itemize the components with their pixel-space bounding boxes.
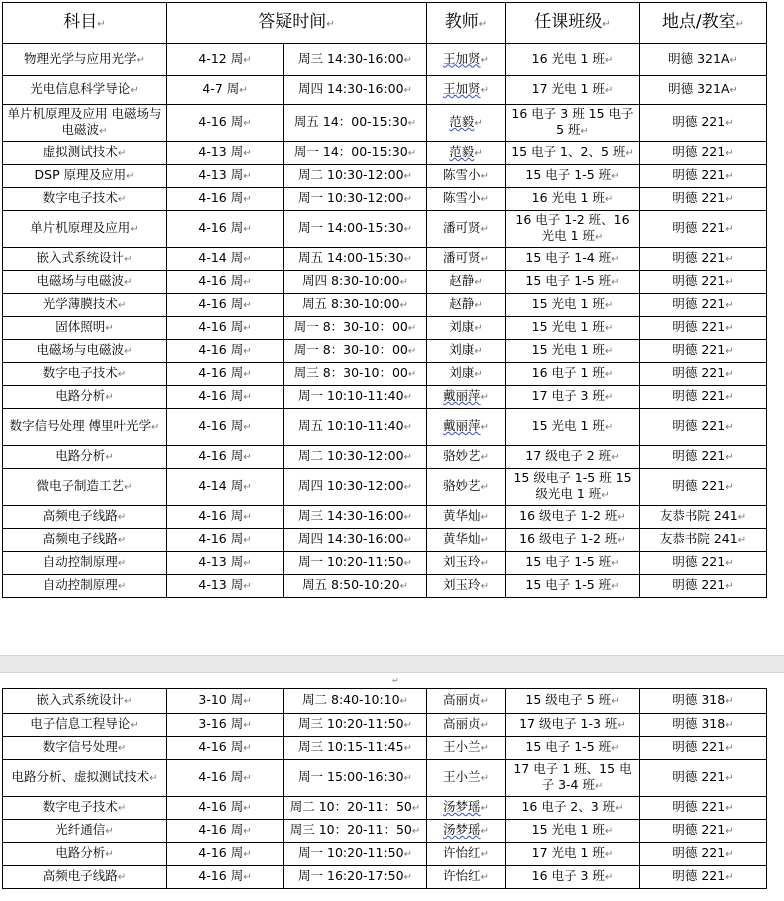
table-row (3, 340, 767, 363)
cell-teacher: 陈雪小↵ (427, 165, 506, 188)
table-row (3, 714, 767, 737)
cell-time: 周一 8：30-10：00↵ (284, 317, 427, 340)
cell-time: 周四 8:30-10:00↵ (284, 271, 427, 294)
schedule-table-page-2 (2, 688, 767, 889)
table-row (3, 211, 767, 248)
table-row (3, 142, 767, 165)
cell-time: 周五 14:00-15:30↵ (284, 248, 427, 271)
cell-class: 16 电子 3 班 15 电子 5 班↵ (506, 105, 640, 142)
cell-weeks: 4-16 周↵ (167, 363, 284, 386)
cell-class: 17 电子 3 班↵ (506, 386, 640, 409)
cell-class: 15 光电 1 班↵ (506, 294, 640, 317)
cell-time: 周五 8:50-10:20↵ (284, 575, 427, 598)
cell-teacher: 赵静↵ (427, 294, 506, 317)
cell-place: 明德 318↵ (640, 689, 767, 714)
table-row (3, 105, 767, 142)
cell-class: 16 级电子 1-2 班↵ (506, 506, 640, 529)
cell-teacher: 刘康↵ (427, 340, 506, 363)
cell-place: 明德 221↵ (640, 575, 767, 598)
table-row (3, 248, 767, 271)
cell-class: 15 电子 1-5 班↵ (506, 575, 640, 598)
cell-place: 明德 221↵ (640, 866, 767, 889)
cell-subject: 电子信息工程导论↵ (3, 714, 167, 737)
cell-subject: 电路分析、虚拟测试技术↵ (3, 760, 167, 797)
cell-place: 明德 221↵ (640, 760, 767, 797)
cell-weeks: 4-16 周↵ (167, 797, 284, 820)
cell-weeks: 4-16 周↵ (167, 211, 284, 248)
cell-class: 17 光电 1 班↵ (506, 76, 640, 105)
cell-time: 周三 14:30-16:00↵ (284, 44, 427, 76)
cell-weeks: 4-16 周↵ (167, 271, 284, 294)
table-row (3, 44, 767, 76)
cell-place: 明德 221↵ (640, 797, 767, 820)
cell-place: 友恭书院 241↵ (640, 529, 767, 552)
cell-class: 15 光电 1 班↵ (506, 409, 640, 446)
cell-teacher: 潘可贤↵ (427, 248, 506, 271)
cell-weeks: 4-16 周↵ (167, 529, 284, 552)
cell-time: 周五 8:30-10:00↵ (284, 294, 427, 317)
cell-teacher: 王加贤↵ (427, 44, 506, 76)
table-body-2 (3, 689, 767, 889)
cell-weeks: 4-13 周↵ (167, 552, 284, 575)
cell-time: 周一 10:20-11:50↵ (284, 843, 427, 866)
cell-teacher: 高丽贞↵ (427, 689, 506, 714)
table-row (3, 506, 767, 529)
cell-class: 15 电子 1、2、5 班↵ (506, 142, 640, 165)
cell-subject: 自动控制原理↵ (3, 575, 167, 598)
cell-class: 15 电子 1-5 班↵ (506, 552, 640, 575)
table-row (3, 294, 767, 317)
cell-time: 周一 16:20-17:50↵ (284, 866, 427, 889)
cell-class: 15 电子 1-5 班↵ (506, 165, 640, 188)
cell-time: 周一 10:10-11:40↵ (284, 386, 427, 409)
cell-class: 16 光电 1 班↵ (506, 44, 640, 76)
cell-place: 明德 221↵ (640, 188, 767, 211)
page-break-gap (0, 655, 784, 673)
table-row (3, 363, 767, 386)
cell-weeks: 4-7 周↵ (167, 76, 284, 105)
cell-weeks: 4-16 周↵ (167, 506, 284, 529)
cell-teacher: 范毅↵ (427, 105, 506, 142)
table-row (3, 76, 767, 105)
cell-place: 明德 221↵ (640, 271, 767, 294)
cell-subject: 单片机原理及应用↵ (3, 211, 167, 248)
cell-subject: 光学薄膜技术↵ (3, 294, 167, 317)
table-row (3, 529, 767, 552)
cell-class: 15 级电子 1-5 班 15 级光电 1 班↵ (506, 469, 640, 506)
cell-time: 周五 10:10-11:40↵ (284, 409, 427, 446)
table-row (3, 575, 767, 598)
cell-class: 15 电子 1-5 班↵ (506, 271, 640, 294)
cell-teacher: 赵静↵ (427, 271, 506, 294)
cell-time: 周二 10：20-11：50↵ (284, 797, 427, 820)
cell-weeks: 3-16 周↵ (167, 714, 284, 737)
cell-teacher: 戴丽萍↵ (427, 409, 506, 446)
table-row (3, 797, 767, 820)
table-row (3, 820, 767, 843)
cell-weeks: 4-16 周↵ (167, 340, 284, 363)
cell-teacher: 王小兰↵ (427, 760, 506, 797)
cell-teacher: 许怡红↵ (427, 843, 506, 866)
cell-subject: 高频电子线路↵ (3, 866, 167, 889)
table-row (3, 317, 767, 340)
cell-time: 周二 10:30-12:00↵ (284, 446, 427, 469)
cell-weeks: 4-16 周↵ (167, 446, 284, 469)
cell-subject: 物理光学与应用光学↵ (3, 44, 167, 76)
cell-teacher: 高丽贞↵ (427, 714, 506, 737)
cell-time: 周二 8:40-10:10↵ (284, 689, 427, 714)
cell-weeks: 4-14 周↵ (167, 248, 284, 271)
cell-weeks: 4-14 周↵ (167, 469, 284, 506)
cell-weeks: 4-16 周↵ (167, 737, 284, 760)
cell-subject: 数字电子技术↵ (3, 797, 167, 820)
header-row (3, 3, 767, 44)
cell-teacher: 黄华灿↵ (427, 506, 506, 529)
cell-teacher: 王小兰↵ (427, 737, 506, 760)
cell-teacher: 陈雪小↵ (427, 188, 506, 211)
cell-place: 明德 221↵ (640, 737, 767, 760)
cell-subject: 电磁场与电磁波↵ (3, 271, 167, 294)
cell-place: 明德 221↵ (640, 248, 767, 271)
table-row (3, 165, 767, 188)
cell-subject: 数字信号处理 傅里叶光学↵ (3, 409, 167, 446)
cell-weeks: 4-16 周↵ (167, 760, 284, 797)
table-row (3, 689, 767, 714)
cell-teacher: 许怡红↵ (427, 866, 506, 889)
header-class: 任课班级↵ (506, 3, 640, 44)
table-row (3, 469, 767, 506)
cell-teacher: 刘康↵ (427, 363, 506, 386)
cell-class: 15 光电 1 班↵ (506, 317, 640, 340)
cell-place: 明德 221↵ (640, 552, 767, 575)
cell-weeks: 4-13 周↵ (167, 142, 284, 165)
cell-subject: 自动控制原理↵ (3, 552, 167, 575)
cell-class: 17 级电子 1-3 班↵ (506, 714, 640, 737)
cell-weeks: 4-16 周↵ (167, 843, 284, 866)
cell-weeks: 4-16 周↵ (167, 188, 284, 211)
cell-class: 16 电子 1-2 班、16 光电 1 班↵ (506, 211, 640, 248)
cell-place: 明德 221↵ (640, 340, 767, 363)
cell-place: 明德 221↵ (640, 317, 767, 340)
cell-teacher: 戴丽萍↵ (427, 386, 506, 409)
cell-teacher: 刘玉玲↵ (427, 552, 506, 575)
cell-weeks: 3-10 周↵ (167, 689, 284, 714)
cell-time: 周三 10:20-11:50↵ (284, 714, 427, 737)
table-row (3, 843, 767, 866)
header-teacher: 教师↵ (427, 3, 506, 44)
cell-time: 周四 14:30-16:00↵ (284, 529, 427, 552)
cell-subject: 数字信号处理↵ (3, 737, 167, 760)
cell-subject: DSP 原理及应用↵ (3, 165, 167, 188)
cell-place: 明德 321A↵ (640, 76, 767, 105)
cell-place: 明德 221↵ (640, 211, 767, 248)
cell-subject: 数字电子技术↵ (3, 363, 167, 386)
table-row (3, 409, 767, 446)
cell-weeks: 4-13 周↵ (167, 165, 284, 188)
cell-class: 16 电子 3 班↵ (506, 866, 640, 889)
cell-time: 周三 14:30-16:00↵ (284, 506, 427, 529)
cell-class: 17 电子 1 班、15 电子 3-4 班↵ (506, 760, 640, 797)
table-row (3, 866, 767, 889)
cell-subject: 电磁场与电磁波↵ (3, 340, 167, 363)
cell-teacher: 王加贤↵ (427, 76, 506, 105)
cell-subject: 虚拟测试技术↵ (3, 142, 167, 165)
header-subject: 科目↵ (3, 3, 167, 44)
cell-teacher: 刘康↵ (427, 317, 506, 340)
cell-subject: 高频电子线路↵ (3, 529, 167, 552)
cell-place: 明德 318↵ (640, 714, 767, 737)
cell-time: 周三 8：30-10：00↵ (284, 363, 427, 386)
cell-subject: 嵌入式系统设计↵ (3, 689, 167, 714)
header-place: 地点/教室↵ (640, 3, 767, 44)
cell-class: 16 电子 1 班↵ (506, 363, 640, 386)
table-row (3, 552, 767, 575)
cell-time: 周三 10：20-11：50↵ (284, 820, 427, 843)
cell-time: 周三 10:15-11:45↵ (284, 737, 427, 760)
cell-subject: 电路分析↵ (3, 446, 167, 469)
cell-subject: 固体照明↵ (3, 317, 167, 340)
cell-subject: 电路分析↵ (3, 386, 167, 409)
table-row (3, 737, 767, 760)
cell-place: 明德 221↵ (640, 843, 767, 866)
cell-time: 周一 15:00-16:30↵ (284, 760, 427, 797)
cell-teacher: 刘玉玲↵ (427, 575, 506, 598)
cell-place: 明德 221↵ (640, 105, 767, 142)
cell-place: 明德 221↵ (640, 294, 767, 317)
cell-class: 16 光电 1 班↵ (506, 188, 640, 211)
cell-weeks: 4-16 周↵ (167, 105, 284, 142)
cell-class: 17 级电子 2 班↵ (506, 446, 640, 469)
cell-teacher: 黄华灿↵ (427, 529, 506, 552)
cell-time: 周一 14:00-15:30↵ (284, 211, 427, 248)
cell-place: 明德 221↵ (640, 820, 767, 843)
cell-class: 16 级电子 1-2 班↵ (506, 529, 640, 552)
cell-place: 明德 221↵ (640, 363, 767, 386)
table-row (3, 760, 767, 797)
cell-subject: 微电子制造工艺↵ (3, 469, 167, 506)
cell-time: 周二 10:30-12:00↵ (284, 165, 427, 188)
cell-subject: 高频电子线路↵ (3, 506, 167, 529)
cell-place: 明德 221↵ (640, 446, 767, 469)
cell-teacher: 汤梦瑶↵ (427, 820, 506, 843)
cell-class: 15 级电子 5 班↵ (506, 689, 640, 714)
cell-weeks: 4-12 周↵ (167, 44, 284, 76)
cell-teacher: 骆妙艺↵ (427, 446, 506, 469)
cell-subject: 单片机原理及应用 电磁场与电磁波↵ (3, 105, 167, 142)
cell-subject: 光电信息科学导论↵ (3, 76, 167, 105)
cell-subject: 嵌入式系统设计↵ (3, 248, 167, 271)
table-body-1 (3, 44, 767, 598)
cell-time: 周一 8：30-10：00↵ (284, 340, 427, 363)
cell-place: 明德 221↵ (640, 142, 767, 165)
table-row (3, 188, 767, 211)
cell-place: 明德 321A↵ (640, 44, 767, 76)
cell-subject: 数字电子技术↵ (3, 188, 167, 211)
cell-teacher: 范毅↵ (427, 142, 506, 165)
cell-weeks: 4-16 周↵ (167, 866, 284, 889)
cell-time: 周一 10:20-11:50↵ (284, 552, 427, 575)
cell-class: 15 光电 1 班↵ (506, 820, 640, 843)
table-row (3, 386, 767, 409)
cell-time: 周一 10:30-12:00↵ (284, 188, 427, 211)
cell-place: 明德 221↵ (640, 469, 767, 506)
cell-weeks: 4-16 周↵ (167, 409, 284, 446)
cell-time: 周五 14：00-15:30↵ (284, 105, 427, 142)
cell-class: 15 电子 1-5 班↵ (506, 737, 640, 760)
paragraph-mark: ↵ (392, 676, 399, 685)
cell-class: 16 电子 2、3 班↵ (506, 797, 640, 820)
cell-teacher: 汤梦瑶↵ (427, 797, 506, 820)
cell-time: 周四 10:30-12:00↵ (284, 469, 427, 506)
table-row (3, 271, 767, 294)
cell-subject: 电路分析↵ (3, 843, 167, 866)
cell-place: 明德 221↵ (640, 165, 767, 188)
table-row (3, 446, 767, 469)
cell-weeks: 4-16 周↵ (167, 317, 284, 340)
cell-teacher: 骆妙艺↵ (427, 469, 506, 506)
schedule-table-page-1 (2, 2, 767, 598)
cell-class: 15 电子 1-4 班↵ (506, 248, 640, 271)
cell-weeks: 4-13 周↵ (167, 575, 284, 598)
cell-place: 明德 221↵ (640, 409, 767, 446)
cell-place: 友恭书院 241↵ (640, 506, 767, 529)
cell-weeks: 4-16 周↵ (167, 294, 284, 317)
cell-teacher: 潘可贤↵ (427, 211, 506, 248)
cell-time: 周四 14:30-16:00↵ (284, 76, 427, 105)
cell-class: 17 光电 1 班↵ (506, 843, 640, 866)
cell-class: 15 光电 1 班↵ (506, 340, 640, 363)
cell-place: 明德 221↵ (640, 386, 767, 409)
cell-weeks: 4-16 周↵ (167, 820, 284, 843)
cell-weeks: 4-16 周↵ (167, 386, 284, 409)
cell-subject: 光纤通信↵ (3, 820, 167, 843)
cell-time: 周一 14：00-15:30↵ (284, 142, 427, 165)
header-time: 答疑时间↵ (167, 3, 427, 44)
